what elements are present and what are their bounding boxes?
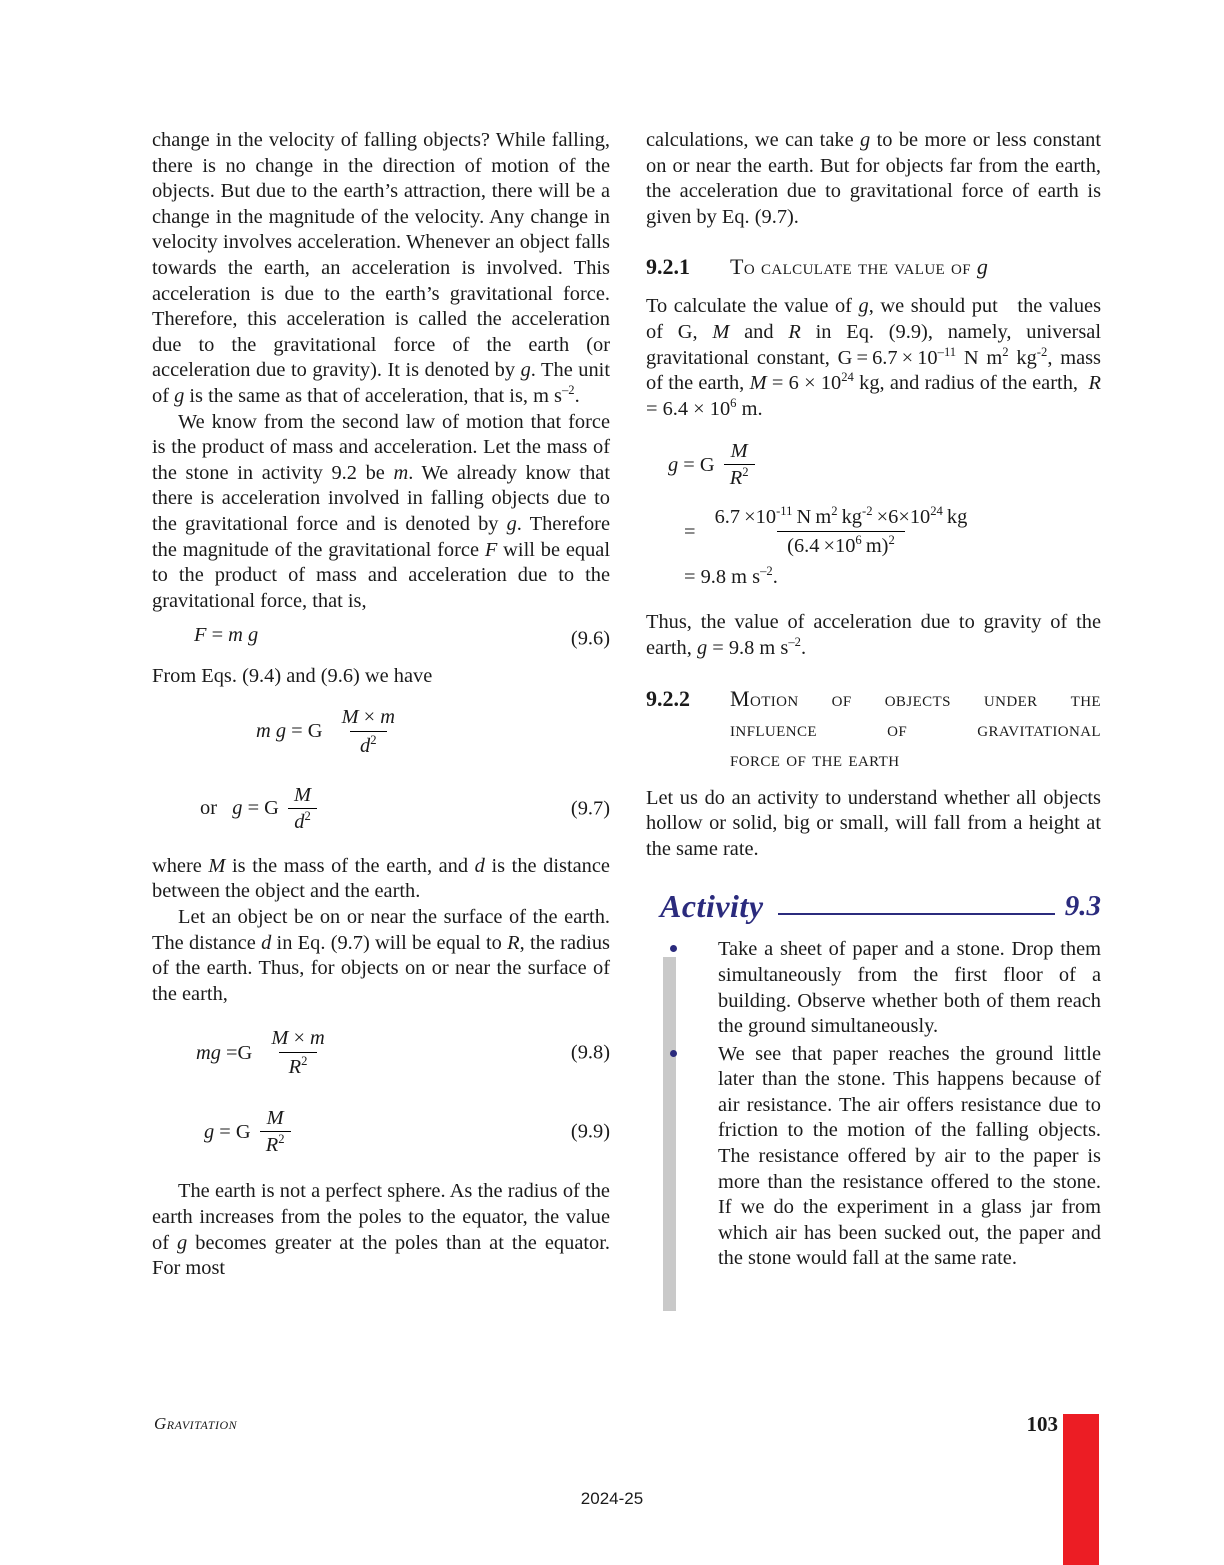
paragraph-from-eqs: From Eqs. (9.4) and (9.6) we have [152,665,433,688]
heading-9-2-2-text [730,684,1101,774]
heading-9-2-1-symbol: g [976,254,989,280]
paragraph-calculations: calculations, we can take g to be more or less constant on or near the earth. But for objects far from the earth, the acceleration due to gravitational force of earth is given by Eq. (9.7). [646,129,1101,228]
paragraph-falling-objects: change in the velocity of falling objects? While falling, there is no change in the direction of motion of the objects. But due to the earth’s attraction, there will be a change in the magnitude of the velocity. Any change in velocity involves acceleration. Whenever an object falls towards the earth, an acceleration is involved. This acceleration is due to the earth’s gravitational force. Therefore, this acceleration is called the acceleration due to the gravitational force of the earth (or acceleration due to gravity). It is denoted by g. The unit of g is the same as that of acceleration, that is, m $s^{-2}$. [152,129,610,407]
running-head: Gravitation [154,1414,238,1433]
heading-9-2-1-text: To calculate the value of g [730,254,989,280]
paragraph-constants: To calculate the value of g, we should put the values of G, M and R in Eq. (9.9), namely, universal gravitational constant, $G = 6.7 \times 10^{-11}$ N $m^2$ $kg^{-2}$, mass of the earth, $M = 6 \times 10^{24}$ kg, and radius of the earth, $R = 6.4 \times 10^6$ m. [646,295,1102,420]
page-number: 103 [1026,1412,1058,1436]
heading-9-2-1-number: 9.2.1 [646,254,690,280]
list-item-text: We see that paper reaches the ground little later than the stone. This happens because of air resistance. The air offers resistance due to friction to the motion of the falling objects. The resistance offered by air to the paper is more than the resistance offered to the stone. If we do the experiment in a glass jar from which air has been sucked out, the paper and the stone would fall at the same rate. [718,1042,1101,1270]
activity-box [646,888,1101,1272]
equation-9-7: or g = G $\frac{M}{d^2}$ (9.7) [200,783,610,833]
heading-9-2-2-number: 9.2.2 [646,685,690,711]
calculation-line-2: = $\frac{6.7 \times 10^{-11} N m^2 kg^{-2} \times 6\times 10^{24} kg}{(6.4 \times 10^6 m)^2}$ [684,504,968,558]
equation-mg-G: m g = G $\frac{M \times m}{d^2}$ [256,705,395,757]
equation-9-6-label: (9.6) [570,627,610,650]
activity-side-bar [663,957,676,1311]
activity-number: 9.3 [1064,890,1101,923]
equation-9-7-label: (9.7) [570,797,610,820]
activity-title: Activity [660,888,764,925]
paragraph-second-law: We know from the second law of motion that force is the product of mass and acceleration. Let the mass of the stone in activity 9.2 be m. We already know that there is acceleration involved in falling objects due to the gravitational force and is denoted by g. Therefore the magnitude of the gravitational force F will be equal to the product of mass and acceleration due to the gravitational force, that is, [152,410,611,612]
equation-9-9-label: (9.9) [570,1120,610,1143]
heading-9-2-2 [646,684,1101,774]
equation-9-9: g = G $\frac{M}{R^2}$ (9.9) [204,1107,610,1157]
activity-list [718,937,1101,1272]
paragraph-object-on-surface: Let an object be on or near the surface of the earth. The distance d in Eq. (9.7) will be equal to R, the radius of the earth. Thus, for objects on or near the surface of the earth, [152,906,610,1005]
equation-9-8: mg =G $\frac{M \times m}{R^2}$ (9.8) [196,1027,610,1079]
calculation-line-3: = 9.8 m $s^{-2}$. [684,564,778,589]
heading-9-2-1 [646,252,1101,282]
activity-header [660,888,1101,925]
list-item [718,937,1101,1039]
paragraph-thus-value: Thus, the value of acceleration due to gravity of the earth, g = 9.8 m $s^{-2}$. [646,611,1101,659]
heading-9-2-2-line-1: Motion of objects under the [730,685,1101,711]
paragraph-earth-not-sphere: The earth is not a perfect sphere. As the radius of the earth increases from the poles to the equator, the value of g becomes greater at the poles than at the equator. For most [152,1180,610,1280]
heading-9-2-2-line-2: influence of gravitational [730,715,1101,741]
bullet-icon [670,1050,677,1057]
paragraph-let-us-do-activity: Let us do an activity to understand whether all objects hollow or solid, big or small, will fall from a height at the same rate. [646,786,1101,860]
activity-content [646,931,1101,1272]
left-column [152,128,610,1282]
bullet-icon [670,945,677,952]
list-item-text: Take a sheet of paper and a stone. Drop them simultaneously from the first floor of a building. Observe whether both of them reach the ground simultaneously. [718,938,1101,1038]
equation-9-8-label: (9.8) [570,1041,610,1064]
activity-rule [778,913,1055,916]
calculation-line-1: g = G $\frac{M}{R^2}$ [646,440,1101,490]
edition-year-footer: 2024-25 [580,1489,644,1508]
heading-9-2-2-line-3: force of the earth [730,745,900,771]
equation-9-6: F = m g (9.6) [194,624,610,650]
paragraph-where-M: where M is the mass of the earth, and d is the distance between the object and the earth. [152,854,610,903]
list-item [718,1042,1101,1272]
right-column [646,128,1101,1274]
